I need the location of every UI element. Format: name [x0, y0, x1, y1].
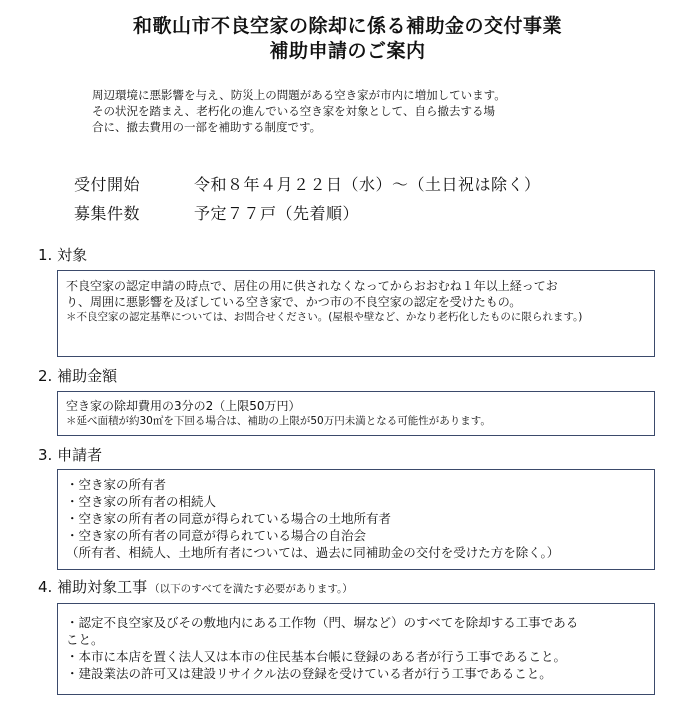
- recruitment-count-label: 募集件数: [74, 204, 141, 223]
- section-heading-work-sub: （以下のすべてを満たす必要があります。）: [149, 583, 353, 595]
- reception-start-value: 令和８年４月２２日（水）～（土日祝は除く）: [194, 175, 541, 194]
- intro-text: 周辺環境に悪影響を与え、防災上の問題がある空き家が市内に増加しています。 その状況を踏まえ、老朽化の進んでいる空き家を対象として、自ら撤去する場 合に、撤去費用の一部を補助する制度です。: [92, 88, 506, 134]
- page-title: 和歌山市不良空家の除却に係る補助金の交付事業: [132, 15, 562, 37]
- recruitment-count-value: 予定７７戸（先着順）: [194, 204, 360, 223]
- section-line: り、周囲に悪影響を及ぼしている空き家で、かつ市の不良空家の認定を受けたもの。: [66, 295, 522, 309]
- page-subtitle: 補助申請のご案内: [269, 40, 426, 62]
- list-item: こと。: [66, 632, 104, 647]
- list-item: ・建設業法の許可又は建設リサイクル法の登録を受けている者が行う工事であること。: [66, 666, 552, 681]
- section-box-work: [57, 603, 655, 695]
- list-item: ・空き家の所有者の同意が得られている場合の自治会: [66, 528, 367, 543]
- section-note: ＊延べ面積が約30㎡を下回る場合は、補助の上限が50万円未満となる可能性があります。: [66, 415, 491, 427]
- reception-start-row: [74, 174, 541, 196]
- section-heading-work-label: 4. 補助対象工事: [38, 578, 148, 596]
- list-item: ・認定不良空家及びその敷地内にある工作物（門、塀など）のすべてを除却する工事である: [66, 615, 579, 630]
- list-item: （所有者、相続人、土地所有者については、過去に同補助金の交付を受けた方を除く。）: [66, 545, 560, 560]
- recruitment-count-row: [74, 203, 359, 225]
- section-box-amount: [57, 391, 655, 436]
- list-item: ・空き家の所有者の相続人: [66, 494, 217, 509]
- section-note: ＊不良空家の認定基準については、お問合せください。(屋根や壁など、かなり老朽化したものに限られます。): [66, 311, 583, 323]
- section-line: 不良空家の認定申請の時点で、居住の用に供されなくなってからおおむね１年以上経ってお: [66, 279, 558, 293]
- section-heading-work: [38, 577, 353, 599]
- section-box-applicant: [57, 469, 655, 570]
- section-box-target: [57, 270, 655, 357]
- list-item: ・空き家の所有者: [66, 477, 167, 492]
- list-item: ・空き家の所有者の同意が得られている場合の土地所有者: [66, 511, 392, 526]
- section-line: 空き家の除却費用の3分の2（上限50万円）: [66, 399, 301, 413]
- section-heading-applicant: 3. 申請者: [38, 446, 103, 464]
- section-heading-target: 1. 対象: [38, 246, 88, 264]
- list-item: ・本市に本店を置く法人又は本市の住民基本台帳に登録のある者が行う工事であること。: [66, 649, 567, 664]
- section-heading-amount: 2. 補助金額: [38, 367, 118, 385]
- reception-start-label: 受付開始: [74, 175, 141, 194]
